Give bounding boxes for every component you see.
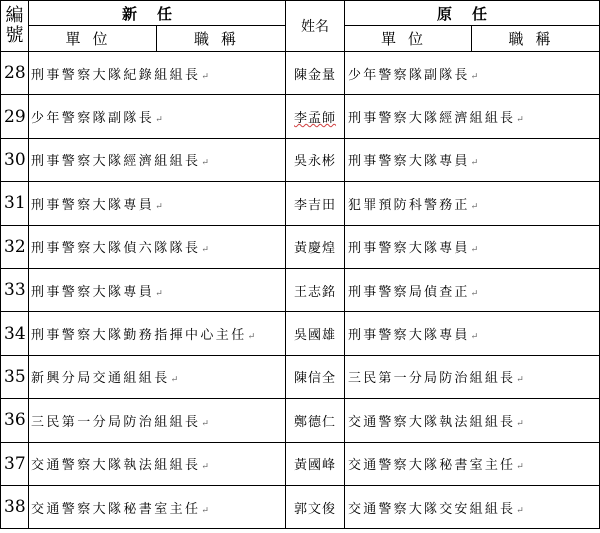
person-name: 黃國峰 [286,442,345,485]
paragraph-mark: ↵ [247,332,256,343]
new-title-header: 職稱 [157,26,286,52]
number-header-bottom: 號 [5,25,24,46]
new-unit-title: 刑事警察大隊勤務指揮中心主任↵ [29,312,286,355]
original-unit-title: 交通警察大隊交安組組長↵ [345,485,600,528]
new-unit-title: 刑事警察大隊專員↵ [29,182,286,225]
paragraph-mark: ↵ [201,462,209,473]
new-unit-title: 刑事警察大隊經濟組組長↵ [29,138,286,181]
person-name: 李孟師 [286,95,345,138]
table-row [1,355,600,398]
paragraph-mark: ↵ [470,71,479,82]
paragraph-mark: ↵ [155,288,163,299]
person-name: 郭文俊 [286,485,345,528]
row-number: 28 [1,52,29,95]
paragraph-mark: ↵ [201,245,209,256]
person-name: 鄭德仁 [286,399,345,442]
table-row [1,138,600,181]
new-unit-title: 刑事警察大隊偵六隊隊長↵ [29,225,286,268]
row-number: 38 [1,485,29,528]
person-name: 王志銘 [286,268,345,311]
original-unit-title: 刑事警察大隊專員↵ [345,312,600,355]
person-name: 黃慶煌 [286,225,345,268]
paragraph-mark: ↵ [516,505,524,516]
paragraph-mark: ↵ [201,418,209,429]
paragraph-mark: ↵ [201,158,209,169]
table-row [1,95,600,138]
row-number: 35 [1,355,29,398]
original-unit-title: 刑事警察大隊經濟組組長↵ [345,95,600,138]
person-name: 吳永彬 [286,138,345,181]
paragraph-mark: ↵ [516,115,524,126]
old-title-header: 職稱 [472,26,600,52]
original-unit-title: 交通警察大隊執法組組長↵ [345,399,600,442]
original-unit-title: 三民第一分局防治組組長↵ [345,355,600,398]
paragraph-mark: ↵ [516,418,524,429]
original-unit-title: 犯罪預防科警務正↵ [345,182,600,225]
original-unit-title: 刑事警察大隊專員↵ [345,138,600,181]
number-header-top: 編 [5,5,24,26]
new-unit-title: 新興分局交通組組長↵ [29,355,286,398]
table-row [1,182,600,225]
paragraph-mark: ↵ [470,332,479,343]
original-unit-title: 交通警察大隊秘書室主任↵ [345,442,600,485]
row-number: 32 [1,225,29,268]
person-name: 李吉田 [286,182,345,225]
new-unit-title: 三民第一分局防治組組長↵ [29,399,286,442]
row-number: 34 [1,312,29,355]
paragraph-mark: ↵ [516,375,524,386]
original-unit-title: 少年警察隊副隊長↵ [345,52,600,95]
paragraph-mark: ↵ [470,288,479,299]
row-number: 36 [1,399,29,442]
original-unit-title: 刑事警察局偵查正↵ [345,268,600,311]
table-body [1,52,600,529]
paragraph-mark: ↵ [516,462,524,473]
paragraph-mark: ↵ [470,201,479,212]
table-row [1,312,600,355]
original-post-header: 原任 [345,1,600,26]
paragraph-mark: ↵ [155,115,163,126]
new-unit-title: 刑事警察大隊專員↵ [29,268,286,311]
number-header-cell [1,1,29,52]
new-post-header: 新任 [29,1,286,26]
table-row [1,225,600,268]
paragraph-mark: ↵ [470,245,479,256]
old-unit-header: 單位 [345,26,472,52]
paragraph-mark: ↵ [201,505,209,516]
paragraph-mark: ↵ [201,71,209,82]
row-number: 33 [1,268,29,311]
row-number: 31 [1,182,29,225]
table-row [1,268,600,311]
row-number: 37 [1,442,29,485]
person-name: 陳金量 [286,52,345,95]
name-header: 姓名 [286,1,345,52]
header-row-top [1,1,600,26]
row-number: 30 [1,138,29,181]
table-row [1,485,600,528]
table-row [1,52,600,95]
new-unit-title: 交通警察大隊秘書室主任↵ [29,485,286,528]
new-unit-title: 少年警察隊副隊長↵ [29,95,286,138]
original-unit-title: 刑事警察大隊專員↵ [345,225,600,268]
person-name: 陳信全 [286,355,345,398]
new-unit-title: 刑事警察大隊紀錄組組長↵ [29,52,286,95]
paragraph-mark: ↵ [170,375,179,386]
paragraph-mark: ↵ [470,158,479,169]
person-name: 吳國雄 [286,312,345,355]
row-number: 29 [1,95,29,138]
new-unit-header: 單位 [29,26,157,52]
table-row [1,399,600,442]
paragraph-mark: ↵ [155,201,163,212]
table-row [1,442,600,485]
new-unit-title: 交通警察大隊執法組組長↵ [29,442,286,485]
